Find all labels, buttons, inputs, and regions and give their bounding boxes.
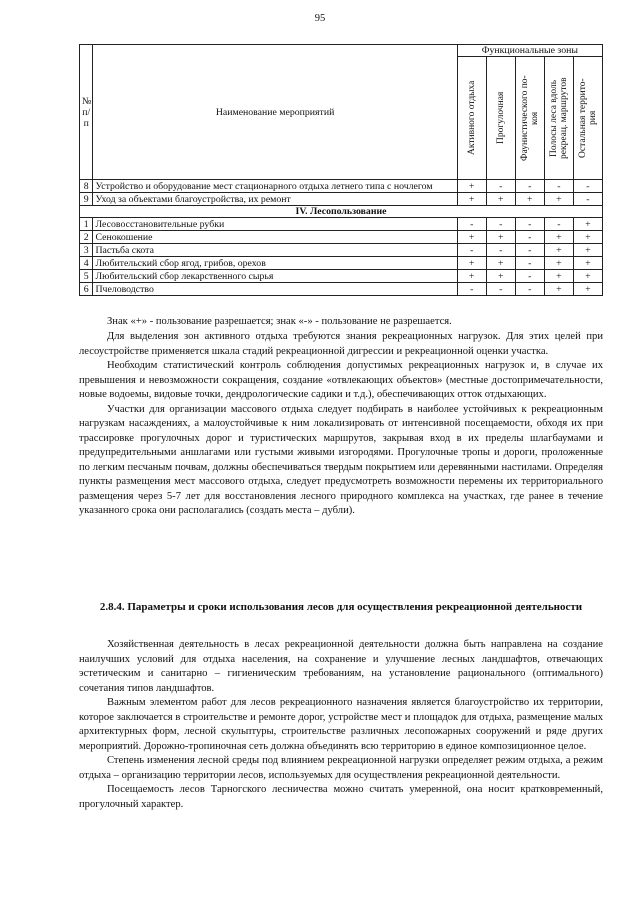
paragraph: Посещаемость лесов Тарногского лесничества можно считать умеренной, она носит кратковременный, прогулочный характер. <box>79 784 603 810</box>
row-number: 8 <box>80 180 93 193</box>
zone-header: Активного отдыха <box>457 57 486 180</box>
zone-mark: - <box>515 218 544 231</box>
zone-mark: + <box>544 193 573 206</box>
zone-mark: - <box>515 244 544 257</box>
zone-mark: - <box>457 218 486 231</box>
zone-mark: - <box>544 218 573 231</box>
row-name: Лесовосстановительные рубки <box>93 218 457 231</box>
paragraph: Для выделения зон активного отдыха требуются знания рекреационных нагрузок. Для этих целей при лесоустройстве применяется шкала стадий рекреационной дигрессии и рекреационной оценки участка. <box>79 331 603 357</box>
page-number: 95 <box>314 13 326 24</box>
zone-mark: - <box>515 283 544 296</box>
table-row <box>80 244 603 257</box>
row-number: 1 <box>80 218 93 231</box>
zone-mark: - <box>544 180 573 193</box>
section-row <box>80 206 603 218</box>
zone-mark: + <box>544 283 573 296</box>
row-name: Уход за объектами благоустройства, их ремонт <box>93 193 457 206</box>
row-number: 3 <box>80 244 93 257</box>
header-zones: Функциональные зоны <box>457 45 602 57</box>
table-row <box>80 218 603 231</box>
section-heading: 2.8.4. Параметры и сроки использования лесов для осуществления рекреационной деятельности <box>99 601 583 613</box>
zone-mark: + <box>544 244 573 257</box>
zone-mark: + <box>544 270 573 283</box>
zone-header: Прогулочная <box>486 57 515 180</box>
zone-mark: + <box>457 180 486 193</box>
zone-mark: + <box>573 244 602 257</box>
row-name: Любительский сбор ягод, грибов, орехов <box>93 257 457 270</box>
body-text-1 <box>79 330 603 519</box>
zone-mark: + <box>544 231 573 244</box>
zone-mark: - <box>486 244 515 257</box>
zone-mark: + <box>573 283 602 296</box>
zone-header: Остальная террито- рия <box>573 57 602 180</box>
zone-mark: - <box>515 231 544 244</box>
paragraph: Степень изменения лесной среды под влиянием рекреационной нагрузки определяет режим отдыха, а режим отдыха – организацию территории лесов, используемых для осуществления рекреационной деятельности. <box>79 755 603 781</box>
row-number: 6 <box>80 283 93 296</box>
header-name: Наименование мероприятий <box>93 45 457 180</box>
zone-header: Фаунистического по- коя <box>515 57 544 180</box>
row-number: 5 <box>80 270 93 283</box>
zone-mark: + <box>457 257 486 270</box>
table-row <box>80 193 603 206</box>
paragraph: Хозяйственная деятельность в лесах рекреационной деятельности должна быть направлена на создание наилучших условий для отдыха населения, на сохранение и улучшение лесных ландшафтов, отвечающих эстетическим и санитарно – гигиеническим требованиям, на установление рационального (оптимального) сочетания типов ландшафтов. <box>79 639 603 694</box>
paragraph: Участки для организации массового отдыха следует подбирать в наиболее устойчивых к рекреационным нагрузкам насаждениях, а малоустойчивые к ним локализировать от интенсивной посещаемости, обходя их при трассировке прогулочных дорог и туристических маршрутов, закрывая вход в их пределы шлагбаумами и предупредительными аншлагами или густыми живыми изгородями. Прогулочные тропы и дороги, проложенные по легким песчаным почвам, должны обеспечиваться твердым покрытием или деревянными настилами. Определяя пункты размещения мест массового отдыха, следует предусмотреть возможности перемены их территориального размещения через 5-7 лет для восстановления лесного природного комплекса на участках, где ранее в течение указанного срока они располагались (создать места – дубли). <box>79 403 603 516</box>
table-row <box>80 283 603 296</box>
zone-mark: + <box>486 270 515 283</box>
table-header-row <box>80 45 603 57</box>
zone-header: Полосы леса вдоль рекреац. маршрутов <box>544 57 573 180</box>
zone-mark: + <box>486 193 515 206</box>
row-name: Пастьба скота <box>93 244 457 257</box>
paragraph: Важным элементом работ для лесов рекреационного назначения является благоустройство их территории, которое заключается в строительстве и ремонте дорог, устройстве мест и площадок для отдыха, размещение малых архитектурных форм, лесной скульптуры, строительстве различных лесопожарных сооружений и ряде других мероприятий. Дорожно-тропиночная сеть должна объединять всю территорию в единое композиционное целое. <box>79 697 603 752</box>
zone-mark: - <box>486 283 515 296</box>
note-text: Знак «+» - пользование разрешается; знак «-» - пользование не разрешается. <box>107 316 452 327</box>
zone-mark: - <box>515 270 544 283</box>
section-title: IV. Лесопользование <box>80 206 603 218</box>
row-name: Любительский сбор лекарственного сырья <box>93 270 457 283</box>
body-text-2 <box>79 638 603 812</box>
zone-mark: + <box>515 193 544 206</box>
row-name: Сенокошение <box>93 231 457 244</box>
zone-mark: - <box>573 193 602 206</box>
zone-mark: + <box>573 270 602 283</box>
zone-mark: + <box>573 257 602 270</box>
zone-mark: + <box>573 218 602 231</box>
zone-mark: + <box>486 257 515 270</box>
zone-mark: + <box>573 231 602 244</box>
zone-mark: - <box>486 218 515 231</box>
zone-mark: + <box>457 231 486 244</box>
table-row <box>80 180 603 193</box>
table-row <box>80 231 603 244</box>
row-name: Устройство и оборудование мест стационарного отдыха летнего типа с ночлегом <box>93 180 457 193</box>
zone-mark: - <box>457 244 486 257</box>
header-num: № п/п <box>80 45 93 180</box>
zone-mark: - <box>486 180 515 193</box>
row-number: 4 <box>80 257 93 270</box>
functional-zones-table <box>79 44 603 296</box>
table-note <box>79 315 603 330</box>
zone-mark: + <box>457 193 486 206</box>
zone-mark: - <box>457 283 486 296</box>
zone-mark: + <box>544 257 573 270</box>
zone-mark: + <box>457 270 486 283</box>
table-row <box>80 270 603 283</box>
zone-mark: - <box>515 257 544 270</box>
row-name: Пчеловодство <box>93 283 457 296</box>
zone-mark: - <box>573 180 602 193</box>
table-row <box>80 257 603 270</box>
row-number: 2 <box>80 231 93 244</box>
zone-mark: - <box>515 180 544 193</box>
row-number: 9 <box>80 193 93 206</box>
zone-mark: + <box>486 231 515 244</box>
paragraph: Необходим статистический контроль соблюдения допустимых рекреационных нагрузок и, в случае их превышения и невозможности сокращения, создание «отвлекающих объектов» (местные достопримечательности, новые водоемы, видовые точки, дендрологические садики и т.д.), обеспечивающих отток отдыхающих. <box>79 360 603 400</box>
